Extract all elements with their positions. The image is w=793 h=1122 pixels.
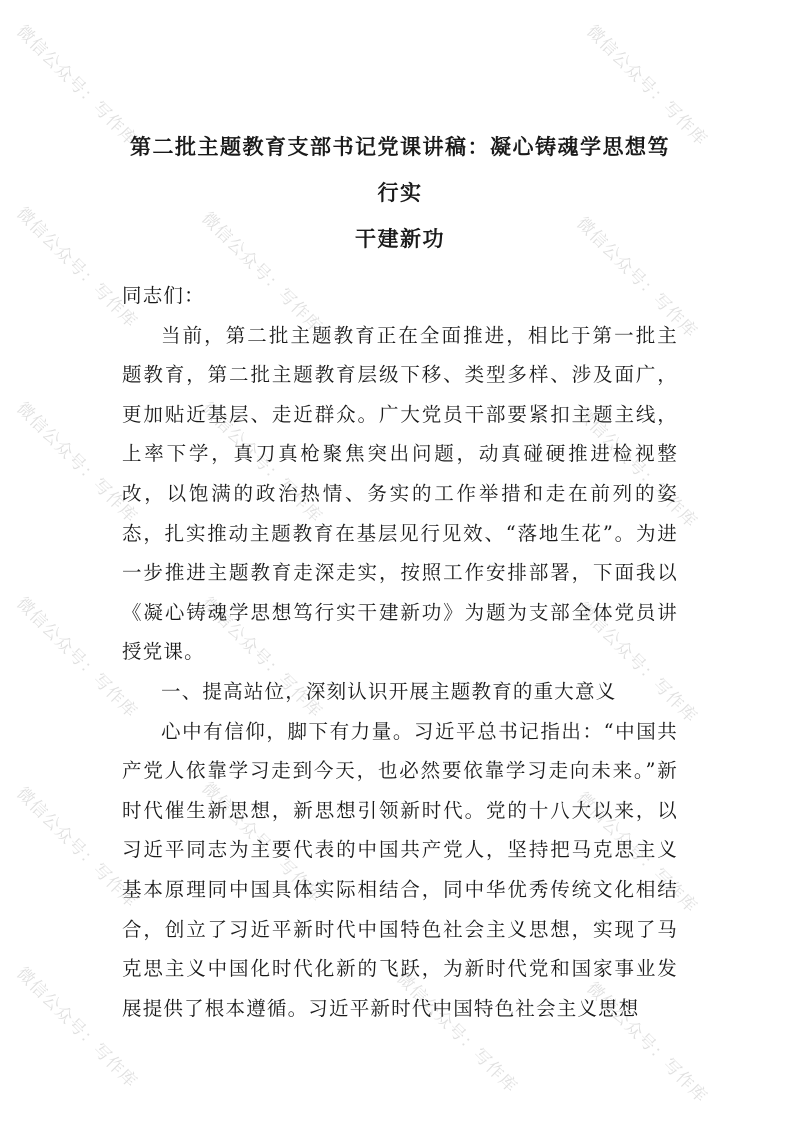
- section-heading: 一、提高站位，深刻认识开展主题教育的重大意义: [161, 679, 617, 703]
- watermark-text: 微信公众号：写作库: [197, 778, 327, 908]
- intro-paragraph: 当前，第二批主题教育正在全面推进，相比于第一批主题教育，第二批主题教育层级下移、类型多样、涉及面广，更加贴近基层、走近群众。广大党员干部要紧扣主题主线，上率下学，真刀真枪聚焦突出问题，动真碰硬推进检视整改，以饱满的政治热情、务实的工作举措和走在前列的姿态，扎实推动主题教育在基层见行见效、“落地生花”。为进一步推进主题教育走深走实，按照工作安排部署，下面我以《凝心铸魂学思想笃行实干建新功》为题为支部全体党员讲授党课。: [122, 323, 678, 664]
- watermark-text: 微信公众号：写作库: [572, 213, 702, 343]
- watermark-text: 微信公众号：写作库: [12, 963, 142, 1093]
- watermark-text: 微信公众号：写作库: [197, 398, 327, 528]
- watermark-text: 微信公众号：写作库: [582, 21, 712, 151]
- watermark-text: 微信公众号：写作库: [12, 398, 142, 528]
- watermark-text: 微信公众号：写作库: [12, 21, 142, 151]
- title-line-1: 第二批主题教育支部书记党课讲稿：凝心铸魂学思想笃行实: [130, 134, 670, 205]
- watermark-text: 微信公众号：写作库: [12, 593, 142, 723]
- watermark-text: 微信公众号：写作库: [572, 598, 702, 728]
- document-title: [122, 124, 678, 262]
- watermark-text: 微信公众号：写作库: [582, 978, 712, 1108]
- watermark-text: 微信公众号：写作库: [392, 968, 522, 1098]
- watermark-text: 微信公众号：写作库: [572, 788, 702, 918]
- watermark-text: 微信公众号：写作库: [197, 208, 327, 338]
- title-line-2: 干建新功: [355, 226, 445, 251]
- body-paragraph: 心中有信仰，脚下有力量。习近平总书记指出：“中国共产党人依靠学习走到今天，也必然要依靠学习走向未来。”新时代催生新思想，新思想引领新时代。党的十八大以来，以习近平同志为主要代表的中国共产党人，坚持把马克思主义基本原理同中国具体实际相结合，同中华优秀传统文化相结合，创立了习近平新时代中国特色社会主义思想，实现了马克思主义中国化时代化新的飞跃，为新时代党和国家事业发展提供了根本遵循。习近平新时代中国特色社会主义思想: [122, 719, 678, 1020]
- watermark-text: 微信公众号：写作库: [572, 403, 702, 533]
- watermark-text: 微信公众号：写作库: [12, 203, 142, 333]
- watermark-text: 微信公众号：写作库: [12, 783, 142, 913]
- document-body: [122, 124, 678, 1028]
- salutation: 同志们：: [122, 284, 205, 307]
- watermark-text: 微信公众号：写作库: [197, 593, 327, 723]
